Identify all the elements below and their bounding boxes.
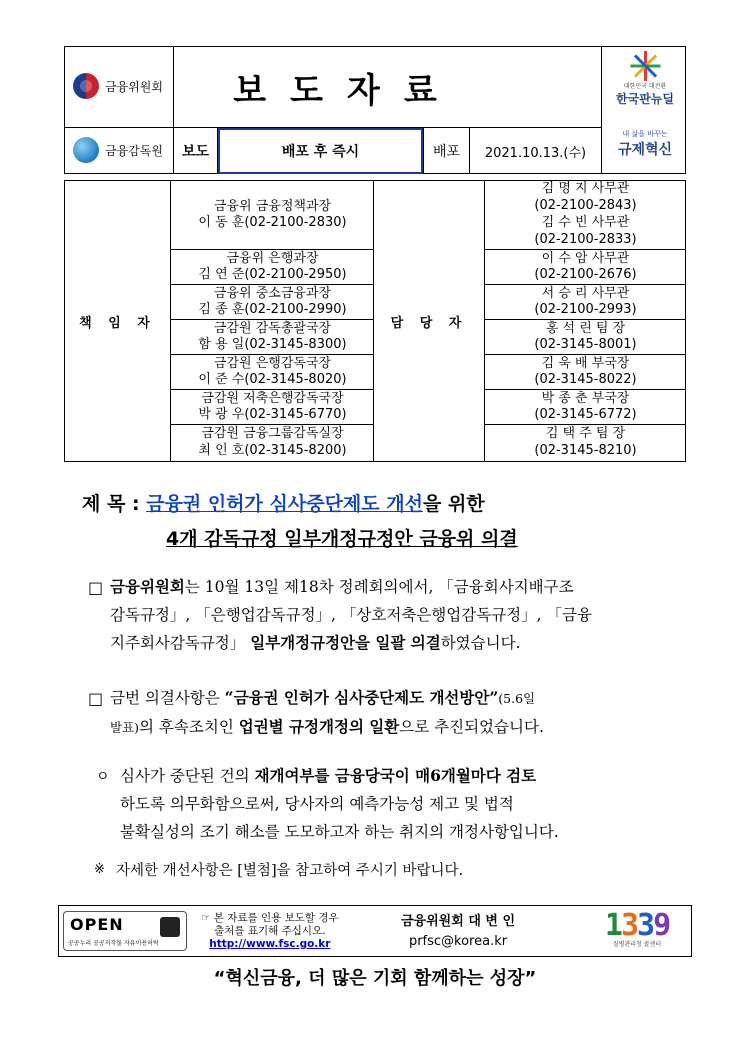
staff-phone: (02-2100-2833): [534, 232, 637, 247]
slogan: “혁신금융, 더 많은 기회 함께하는 성장”: [213, 968, 537, 989]
spokes-title: 금융위원회 대 변 인: [401, 914, 516, 929]
dept: 금감원 저축은행감독국장: [201, 391, 344, 406]
spokes-email[interactable]: prfsc@korea.kr: [408, 934, 508, 949]
dept: 금융위 은행과장: [226, 251, 319, 266]
staff-phone: (02-3145-8001): [534, 337, 637, 352]
press-header: [64, 46, 686, 174]
regulation-logo: [605, 129, 685, 159]
fsc-website-link[interactable]: http://www.fsc.go.kr: [209, 938, 331, 950]
staff-name: 서 승 리 사무관: [541, 286, 630, 301]
newdeal-big: 한국판뉴딜: [616, 92, 674, 106]
subject-line-2: 4개 감독규정 일부개정규정안 금융위 의결: [166, 528, 518, 550]
note-text: 자세한 개선사항은 [별첨]을 참고하여 주시기 바랍니다.: [116, 863, 464, 879]
p3-line1-bold: 재개여부를 금융당국이 매6개월마다 검토: [254, 766, 537, 785]
box-bullet-icon: □: [88, 578, 104, 597]
regulation-big: 규제혁신: [617, 142, 673, 158]
p2-line1-small: (5.6일: [498, 691, 536, 706]
page-title: 보도자료: [233, 70, 461, 111]
embargo-value: 배포 후 즉시: [218, 128, 423, 174]
manager: 김 종 훈(02-2100-2990): [198, 302, 347, 317]
p2-line2a: 의 후속조치인: [139, 718, 239, 736]
n1339-sub: 질병관리청 콜센터: [612, 941, 662, 948]
p1-line1: 는 10월 13일 제18차 정례회의에서, 「금융회사지배구조: [184, 578, 574, 596]
staff-phone: (02-2100-2993): [534, 302, 637, 317]
table-row: [485, 250, 686, 285]
p2-line2-small: 발표): [110, 720, 140, 735]
staff-phone: (02-3145-8210): [534, 443, 637, 458]
manager: 함 용 일(02-3145-8300): [198, 337, 347, 352]
release-date: 2021.10.13.(수): [484, 145, 587, 161]
p1-line3b: 하였습니다.: [440, 634, 521, 652]
table-row: [485, 425, 686, 461]
dept: 금감원 감독총괄국장: [213, 321, 332, 336]
newdeal-star-icon: [628, 51, 662, 81]
fsc-emblem-icon: [73, 73, 99, 99]
newdeal-small: 대한민국 대전환: [623, 83, 667, 90]
table-row: [171, 285, 374, 320]
p3-line3: 불확실성의 조기 해소를 도모하고자 하는 취지의 개정사항입니다.: [120, 823, 559, 841]
subject-line1-rest: 을 위한: [422, 493, 485, 515]
table-row: [171, 181, 374, 250]
staff-name: 김 욱 배 부국장: [541, 356, 630, 371]
n1339-number: 1339: [604, 908, 670, 943]
newdeal-logo: [605, 51, 685, 123]
subject-label: 제 목 :: [82, 493, 147, 515]
open-sub: 공공누리 공공저작물 자유이용허락: [68, 940, 159, 947]
note-line1: ☞ 본 자료를 인용 보도할 경우: [201, 912, 339, 924]
p1-line2: 감독규정」, 「은행업감독규정」, 「상호저축은행업감독규정」, 「금융: [110, 606, 592, 624]
dept: 금감원 은행감독국장: [213, 356, 332, 371]
table-row: [171, 425, 374, 461]
box-bullet-icon: □: [88, 689, 104, 708]
staff-phone: (02-3145-6772): [534, 407, 637, 422]
staff-name: 이 수 암 사무관: [541, 251, 630, 266]
manager: 이 준 수(02-3145-8020): [198, 372, 347, 387]
manager: 이 동 훈(02-2100-2830): [198, 215, 347, 230]
table-row: [485, 320, 686, 355]
kogl-open-badge: [63, 911, 187, 951]
p2-line2b: 으로 추진되었습니다.: [399, 718, 544, 736]
paragraph-2: [110, 684, 544, 742]
table-row: [171, 355, 374, 390]
paragraph-3: [120, 762, 559, 846]
staff-name: 박 종 춘 부국장: [541, 391, 630, 406]
staff-label: 담 당 자: [390, 315, 468, 331]
staff-phone: (02-2100-2843): [534, 198, 637, 213]
subject-highlight: 금융권 인허가 심사중단제도 개선: [146, 493, 423, 515]
manager: 박 광 우(02-3145-6770): [198, 407, 347, 422]
dept: 금융위 중소금융과장: [213, 286, 332, 301]
fsc-name: 금융위원회: [105, 79, 163, 94]
p3-line1a: 심사가 중단된 건의: [120, 767, 255, 785]
table-row: [485, 390, 686, 425]
p1-bold: 금융위원회: [110, 577, 185, 596]
note-mark-icon: ※: [94, 862, 105, 877]
staff-name: 홍 석 린 팀 장: [545, 321, 626, 336]
paragraph-1: [110, 573, 592, 657]
table-row: [171, 390, 374, 425]
manager: 최 인 호(02-3145-8200): [198, 443, 347, 458]
circle-bullet-icon: ㅇ: [96, 769, 110, 785]
table-row: [171, 320, 374, 355]
table-row: [485, 285, 686, 320]
table-row: [485, 355, 686, 390]
manager: 김 연 준(02-2100-2950): [198, 267, 347, 282]
p2-line1-bold: “금융권 인허가 심사중단제도 개선방안”: [224, 688, 499, 707]
open-text: OPEN: [70, 915, 124, 934]
dept: 금감원 금융그룹감독실장: [201, 426, 344, 441]
responsible-label: 책 임 자: [79, 315, 156, 331]
fsc-logo: [73, 73, 163, 99]
staff-name: 김 수 빈 사무관: [541, 215, 630, 230]
table-row: [485, 181, 686, 250]
p1-line3a: 지주회사감독규정」: [110, 634, 251, 652]
release-label: 배포: [432, 144, 461, 160]
callcenter-1339-logo: [589, 908, 685, 948]
staff-name: 김 명 지 사무관: [541, 181, 630, 196]
staff-name: 김 택 주 팀 장: [545, 426, 626, 441]
p2-line2-bold: 업권별 규정개정의 일환: [238, 717, 400, 736]
p1-line3-bold: 일부개정규정안을 일괄 의결: [250, 633, 441, 652]
fss-emblem-icon: [73, 137, 99, 163]
contacts-table: [64, 180, 686, 462]
kogl-type-icon: [160, 917, 180, 937]
fss-name: 금융감독원: [105, 143, 163, 158]
table-row: [171, 250, 374, 285]
staff-phone: (02-3145-8022): [534, 372, 637, 387]
footer-box: [58, 905, 692, 957]
embargo-label: 보도: [181, 144, 210, 160]
regulation-small: 내 삶을 바꾸는: [622, 130, 668, 138]
p3-line2: 하도록 의무화함으로써, 당사자의 예측가능성 제고 및 법적: [120, 795, 514, 813]
fss-logo: [73, 137, 163, 163]
p2-line1a: 금번 의결사항은: [110, 689, 225, 707]
dept: 금융위 금융정책과장: [213, 199, 332, 214]
citation-note: [201, 912, 339, 951]
staff-phone: (02-2100-2676): [534, 267, 637, 282]
subject-line-1: [82, 489, 485, 516]
note-line2: 출처를 표기해 주십시오.: [214, 925, 326, 937]
spokesperson-block: [401, 912, 515, 952]
